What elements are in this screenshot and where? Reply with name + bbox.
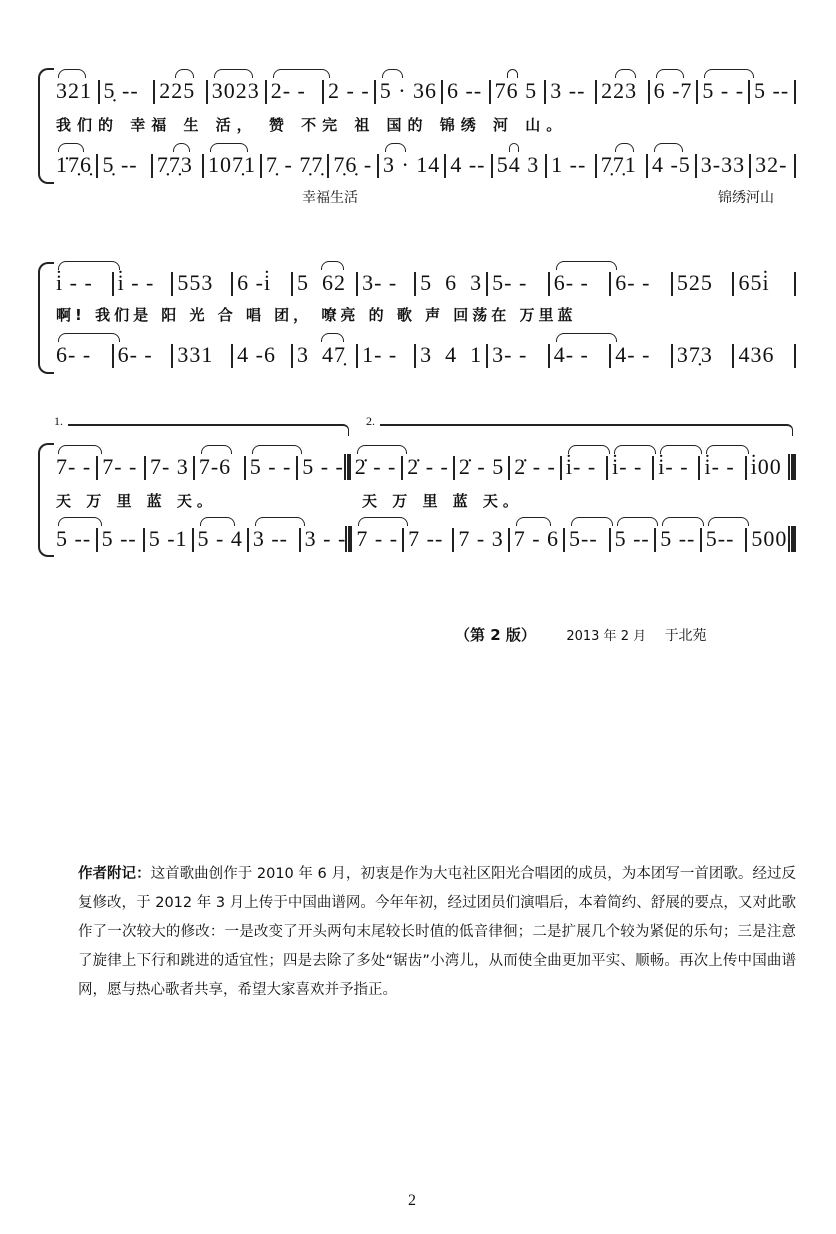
measure: 3 -- <box>546 78 597 104</box>
lower-voice-lyric: 幸福生活 <box>302 190 358 206</box>
author-notes-body: 这首歌曲创作于 2010 年 6 月，初衷是作为大屯社区阳光合唱团的成员，为本团写一首团歌。经过反复修改，于 2012 年 3 月上传于中国曲谱网。今年年初，经过团员们演唱后，本着简约、舒展的要点，又对此歌作了一次较大的修改：一是改变了开头两句末尾较长时值的低音律徊；二是扩展几个较为紧促的乐句；三是注意了旋律上下行和跳进的适宜性；四是去除了多处“锯齿”小湾儿，从而使全曲更加平实、顺畅。再次上传中国曲谱网，愿与热心歌者共享，希望大家喜欢并予指正。 <box>78 866 797 998</box>
measure: 2̇ - - <box>351 454 404 480</box>
measure: i̇- - <box>562 454 608 480</box>
measure: 6 -i̇ <box>233 270 293 296</box>
slur <box>654 143 683 152</box>
slur <box>358 517 408 526</box>
slur <box>58 261 120 270</box>
slur <box>614 445 656 454</box>
slur <box>214 69 253 78</box>
measure: 6- - <box>114 342 174 368</box>
measure: 4- - <box>550 342 612 368</box>
measure: 5 -- <box>611 526 657 552</box>
measure: i̇- - <box>654 454 700 480</box>
author-notes-title: 作者附记： <box>78 866 151 882</box>
first-ending-bracket: 1. <box>68 424 349 436</box>
slur <box>200 517 235 526</box>
slur <box>571 517 613 526</box>
measure: 5 -- <box>52 526 98 552</box>
measure: 7 - 6 <box>510 526 565 552</box>
measure: 2- - <box>267 78 324 104</box>
measure: 3 -- <box>249 526 301 552</box>
slur <box>357 445 408 454</box>
slur <box>382 69 403 78</box>
measure: 7 - - <box>352 526 404 552</box>
measure: 65i̇ <box>734 270 796 296</box>
lyrics-line: 天 万 里 蓝 天。 天 万 里 蓝 天。 <box>56 492 523 510</box>
slur <box>321 261 344 270</box>
measure: 7̣6̣ - <box>329 152 379 178</box>
measure: 107̣1 <box>204 152 262 178</box>
measure: 7̣7̣1 <box>597 152 648 178</box>
slur <box>660 445 702 454</box>
slur <box>708 517 750 526</box>
measure-final: i̇00 <box>747 454 796 480</box>
measure: 3- - <box>488 342 550 368</box>
measure: 3 · 14 <box>379 152 446 178</box>
measure-repeat-end: 3 - - <box>301 526 353 552</box>
measure: 6 -- <box>443 78 491 104</box>
slur <box>656 69 685 78</box>
measure: 5-- <box>702 526 748 552</box>
slur <box>615 143 634 152</box>
measure: 7-6 <box>195 454 246 480</box>
lower-voice-row <box>52 150 796 178</box>
slur <box>568 445 610 454</box>
measure: 5 -- <box>750 78 796 104</box>
version-label: （第 2 版） <box>455 626 536 644</box>
measure: 321 <box>52 78 100 104</box>
measure: i̇ - - <box>114 270 174 296</box>
slur <box>273 69 330 78</box>
measure: 223 <box>597 78 649 104</box>
measure: 3 47̣ <box>293 342 358 368</box>
measure: 4 -- <box>446 152 492 178</box>
upper-voice-row <box>52 268 796 296</box>
measure: 4 -5 <box>648 152 697 178</box>
slur <box>615 69 635 78</box>
measure: 436 <box>734 342 796 368</box>
measure: 5 -- <box>98 526 145 552</box>
slur <box>509 143 519 152</box>
measure: 2̇ - - <box>510 454 562 480</box>
measure: 6- - <box>611 270 673 296</box>
lower-voice-row <box>52 340 796 368</box>
measure: 5 62 <box>293 270 358 296</box>
lyrics-line: 我们的 幸福 生 活， 赞 不完 祖 国的 锦绣 河 山。 <box>56 116 568 134</box>
measure: 76 5 <box>491 78 547 104</box>
measure-final: 500 <box>747 526 796 552</box>
slur <box>58 517 102 526</box>
measure: 1 -- <box>547 152 597 178</box>
slur <box>58 143 84 152</box>
slur <box>58 445 102 454</box>
measure: 6 -7 <box>650 78 699 104</box>
measure: 5 - - <box>246 454 299 480</box>
measure: 553 <box>173 270 233 296</box>
measure: 7- 3 <box>146 454 195 480</box>
slur <box>58 333 120 342</box>
measure: 5 · 36 <box>376 78 443 104</box>
slur <box>252 445 303 454</box>
slur <box>706 445 748 454</box>
slur <box>173 143 190 152</box>
slur <box>662 517 704 526</box>
measure: 7- - <box>98 454 146 480</box>
measure: 1- - <box>358 342 416 368</box>
measure: 5 -1 <box>145 526 194 552</box>
measure: 7̣7̣3 <box>153 152 204 178</box>
slur <box>704 69 754 78</box>
slur <box>507 69 519 78</box>
measure: 3 4 1 <box>416 342 488 368</box>
measure: 2̇ - 5 <box>455 454 510 480</box>
measure: 3023 <box>208 78 267 104</box>
slur <box>201 445 232 454</box>
slur <box>210 143 248 152</box>
measure: 5 - - <box>698 78 750 104</box>
measure: 7- - <box>52 454 98 480</box>
date-label: 2013 年 2 月 <box>566 629 647 644</box>
author-notes <box>78 860 796 1005</box>
lower-voice-row <box>52 524 796 552</box>
measure: 3-33 <box>697 152 751 178</box>
measure-repeat-end: 5 - - <box>298 454 351 480</box>
slur <box>556 261 618 270</box>
slur <box>385 143 406 152</box>
measure: 225 <box>155 78 207 104</box>
page-number: 2 <box>408 1192 416 1209</box>
slur <box>556 333 618 342</box>
measure: 7̣ - 7̣7̣ <box>262 152 329 178</box>
measure: 54 3 <box>493 152 547 178</box>
second-ending-bracket: 2. <box>380 424 793 436</box>
measure: 5- - <box>488 270 550 296</box>
measure: 4- - <box>611 342 673 368</box>
measure: 7 - 3 <box>454 526 509 552</box>
measure: 3- - <box>358 270 416 296</box>
version-signature <box>455 624 707 645</box>
upper-voice-row <box>52 452 796 480</box>
measure: i̇ - - <box>52 270 114 296</box>
slur <box>617 517 659 526</box>
measure: 5 - 4 <box>194 526 249 552</box>
measure: 6- - <box>52 342 114 368</box>
measure: i̇- - <box>608 454 654 480</box>
measure: 6- - <box>550 270 612 296</box>
lower-voice-lyric: 锦绣河山 <box>718 190 774 206</box>
slur <box>321 333 344 342</box>
measure: 525 <box>673 270 735 296</box>
measure: 5̣ -- <box>100 78 156 104</box>
slur <box>255 517 305 526</box>
measure: i̇- - <box>700 454 746 480</box>
slur <box>175 69 193 78</box>
measure: 2 - - <box>324 78 376 104</box>
measure: 5-- <box>565 526 611 552</box>
measure: 4 -6 <box>233 342 293 368</box>
lyrics-line: 啊! 我们是 阳 光 合 唱 团， 嘹亮 的 歌 声 回荡在 万里蓝 <box>56 306 577 324</box>
slur <box>516 517 551 526</box>
measure: 5 6 3 <box>416 270 488 296</box>
measure: 331 <box>173 342 233 368</box>
measure: 37̣3 <box>673 342 735 368</box>
measure: 5 -- <box>656 526 702 552</box>
slur <box>58 69 86 78</box>
measure: 7 -- <box>404 526 454 552</box>
measure: 2̇ - - <box>403 454 455 480</box>
measure: 5̣ -- <box>98 152 152 178</box>
place-label: 于北苑 <box>664 628 707 644</box>
measure: 32- <box>751 152 796 178</box>
upper-voice-row <box>52 76 796 104</box>
measure: 1̇7̣6̣ <box>52 152 98 178</box>
